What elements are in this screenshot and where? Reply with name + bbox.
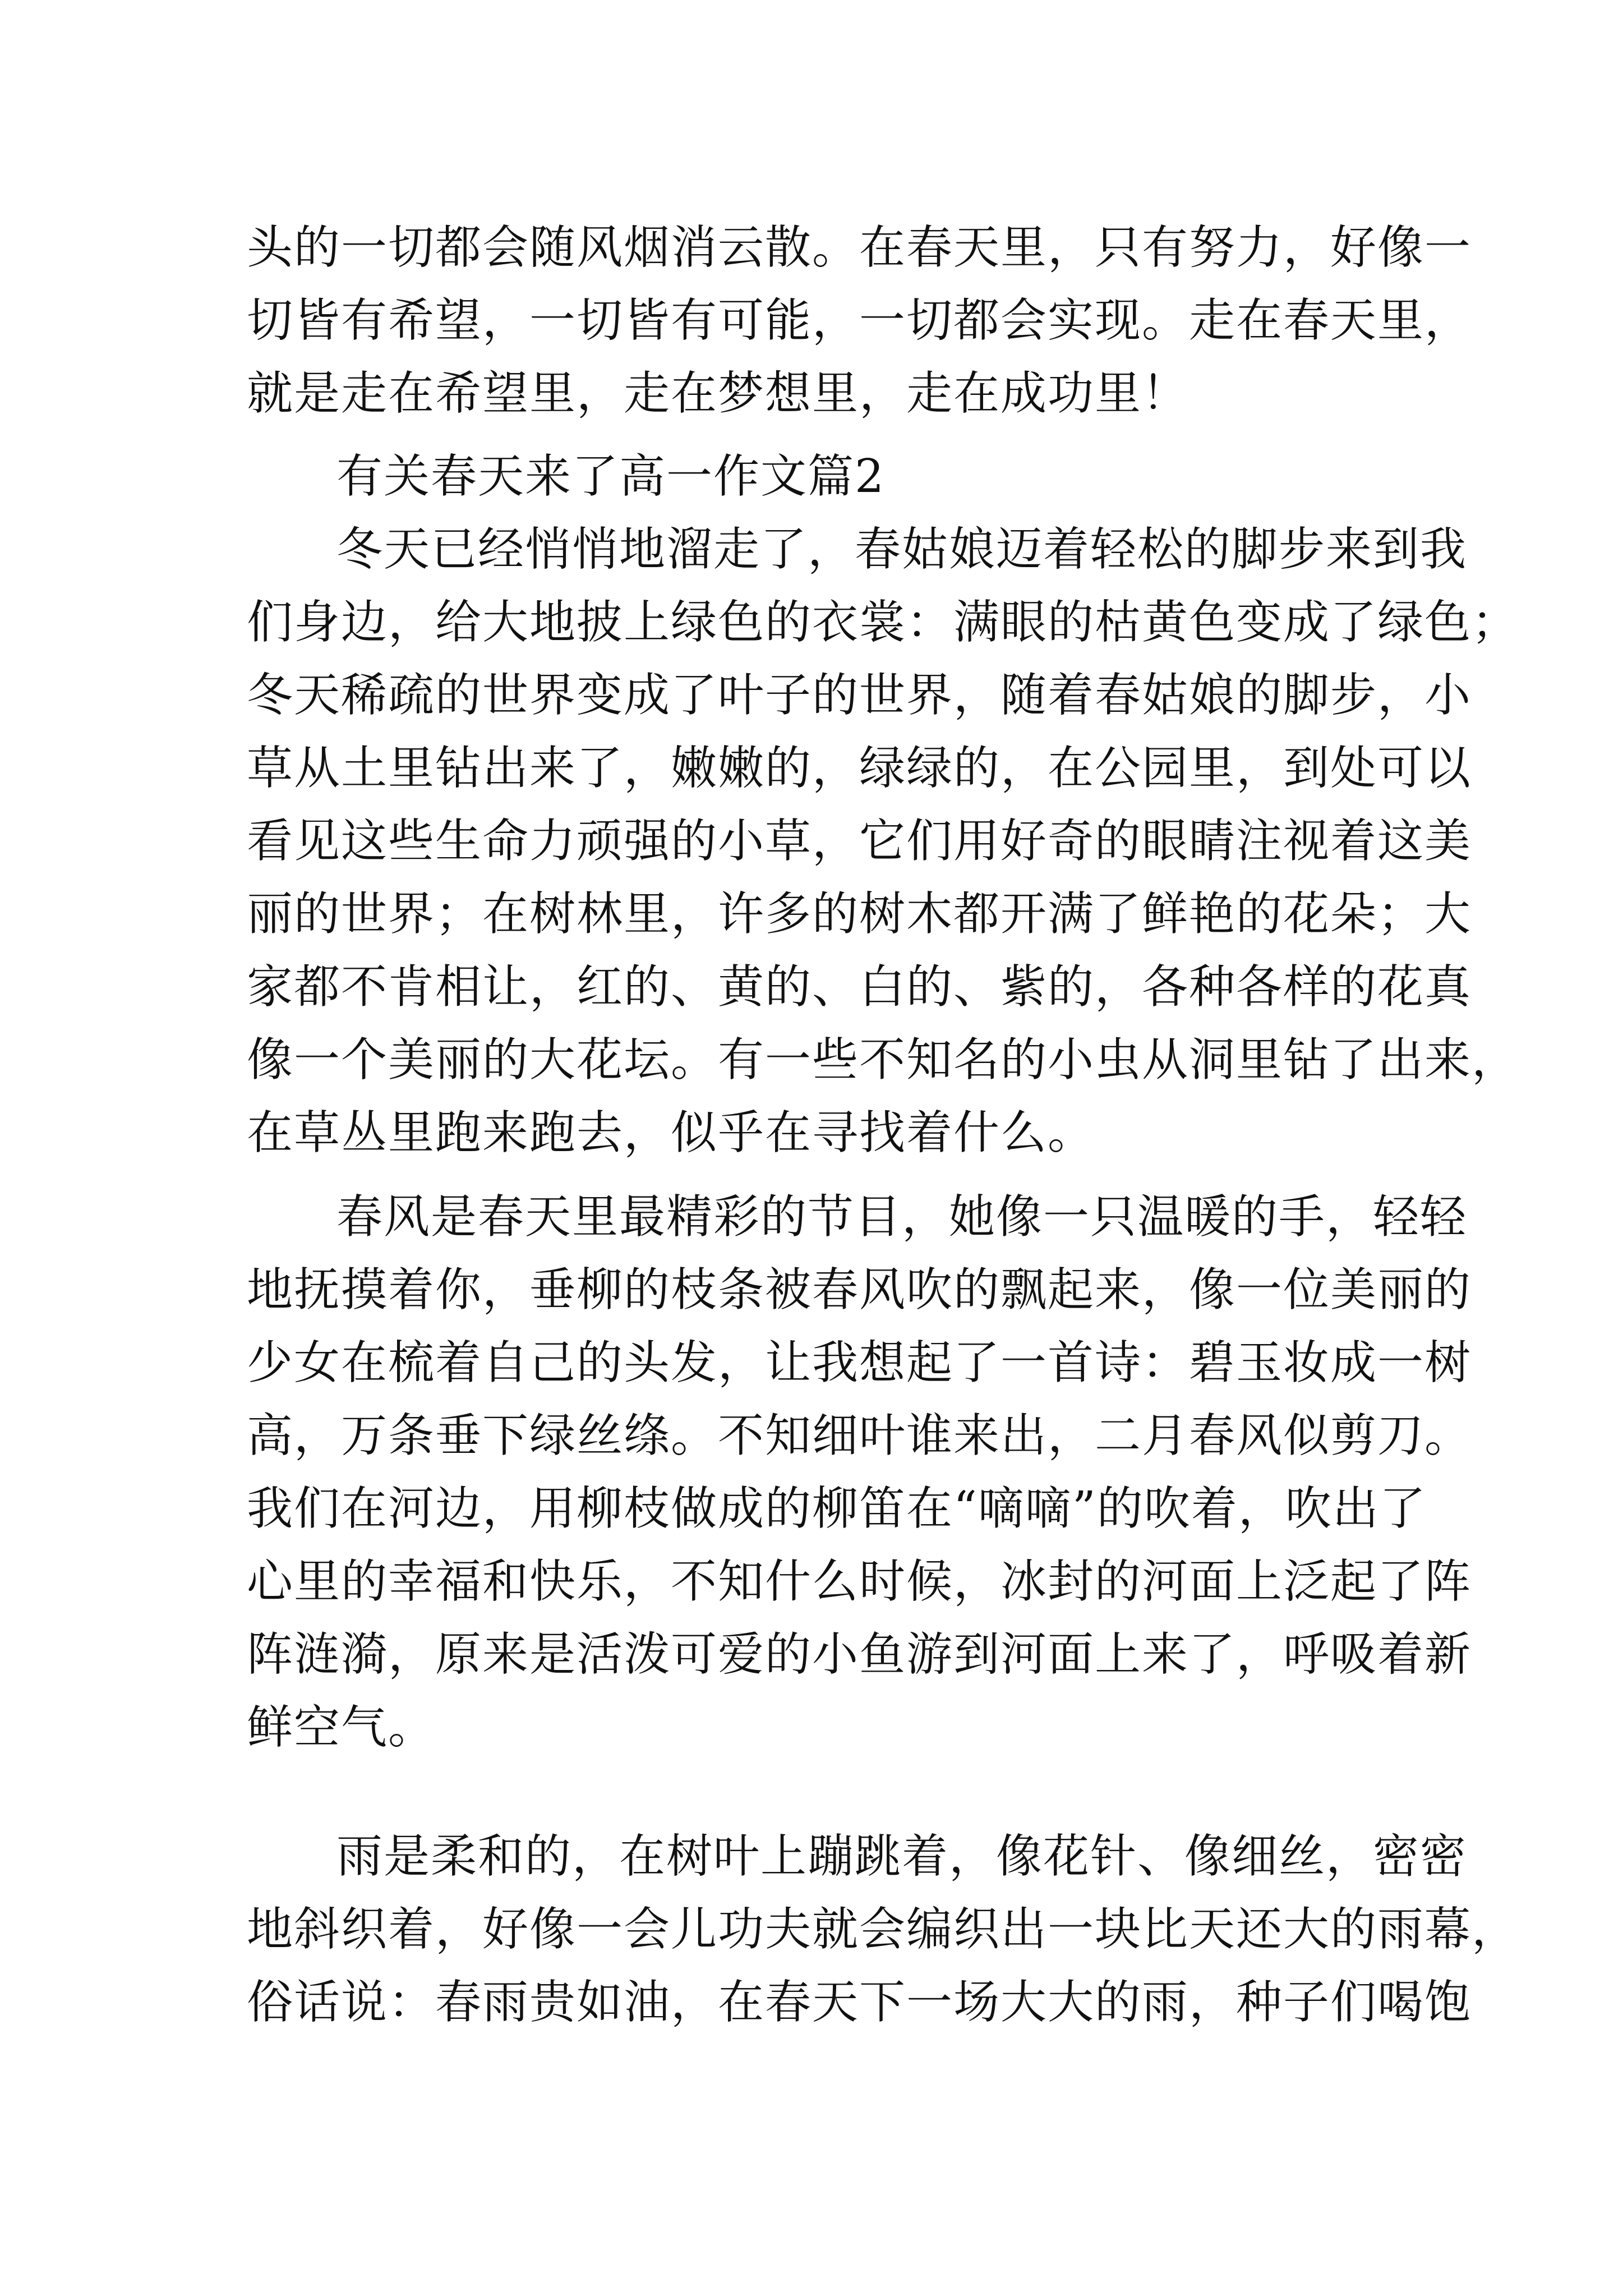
text-line: 少女在梳着自己的头发，让我想起了一首诗：碧玉妆成一树 [247,1336,1472,1389]
text-line: 看见这些生命力顽强的小草，它们用好奇的眼睛注视着这美 [247,815,1472,868]
text-line: 就是走在希望里，走在梦想里，走在成功里！ [247,367,1189,420]
text-line: 切皆有希望，一切皆有可能，一切都会实现。走在春天里， [247,294,1472,347]
text-line: 在草丛里跑来跑去，似乎在寻找着什么。 [247,1106,1095,1159]
text-line: 我们在河边，用柳枝做成的柳笛在“嘀嘀”的吹着，吹出了 [247,1482,1427,1535]
text-line: 冬天稀疏的世界变成了叶子的世界，随着春姑娘的脚步，小 [247,669,1472,722]
text-line: 丽的世界；在树林里，许多的树木都开满了鲜艳的花朵；大 [247,887,1472,941]
text-line: 地斜织着，好像一会儿功夫就会编织出一块比天还大的雨幕， [247,1903,1519,1956]
text-line: 春风是春天里最精彩的节目，她像一只温暖的手，轻轻 [336,1190,1468,1244]
text-line: 高，万条垂下绿丝绦。不知细叶谁来出，二月春风似剪刀。 [247,1409,1472,1462]
text-line: 们身边，给大地披上绿色的衣裳：满眼的枯黄色变成了绿色； [247,596,1519,649]
text-line: 雨是柔和的，在树叶上蹦跳着，像花针、像细丝，密密 [336,1830,1468,1883]
text-line: 阵涟漪，原来是活泼可爱的小鱼游到河面上来了，呼吸着新 [247,1628,1472,1681]
text-line: 像一个美丽的大花坛。有一些不知名的小虫从洞里钻了出来， [247,1033,1519,1087]
text-line: 家都不肯相让，红的、黄的、白的、紫的，各种各样的花真 [247,960,1472,1014]
text-line: 鲜空气。 [247,1701,436,1754]
text-line: 地抚摸着你，垂柳的枝条被春风吹的飘起来，像一位美丽的 [247,1263,1472,1317]
text-line: 心里的幸福和快乐，不知什么时候，冰封的河面上泛起了阵 [247,1555,1472,1608]
text-line: 头的一切都会随风烟消云散。在春天里，只有努力，好像一 [247,221,1472,274]
text-line: 冬天已经悄悄地溜走了，春姑娘迈着轻松的脚步来到我 [336,523,1468,576]
text-line: 俗话说：春雨贵如油，在春天下一场大大的雨，种子们喝饱 [247,1976,1472,2029]
section-heading: 有关春天来了高一作文篇2 [336,450,886,503]
text-line: 草从土里钻出来了，嫩嫩的，绿绿的，在公园里，到处可以 [247,742,1472,795]
